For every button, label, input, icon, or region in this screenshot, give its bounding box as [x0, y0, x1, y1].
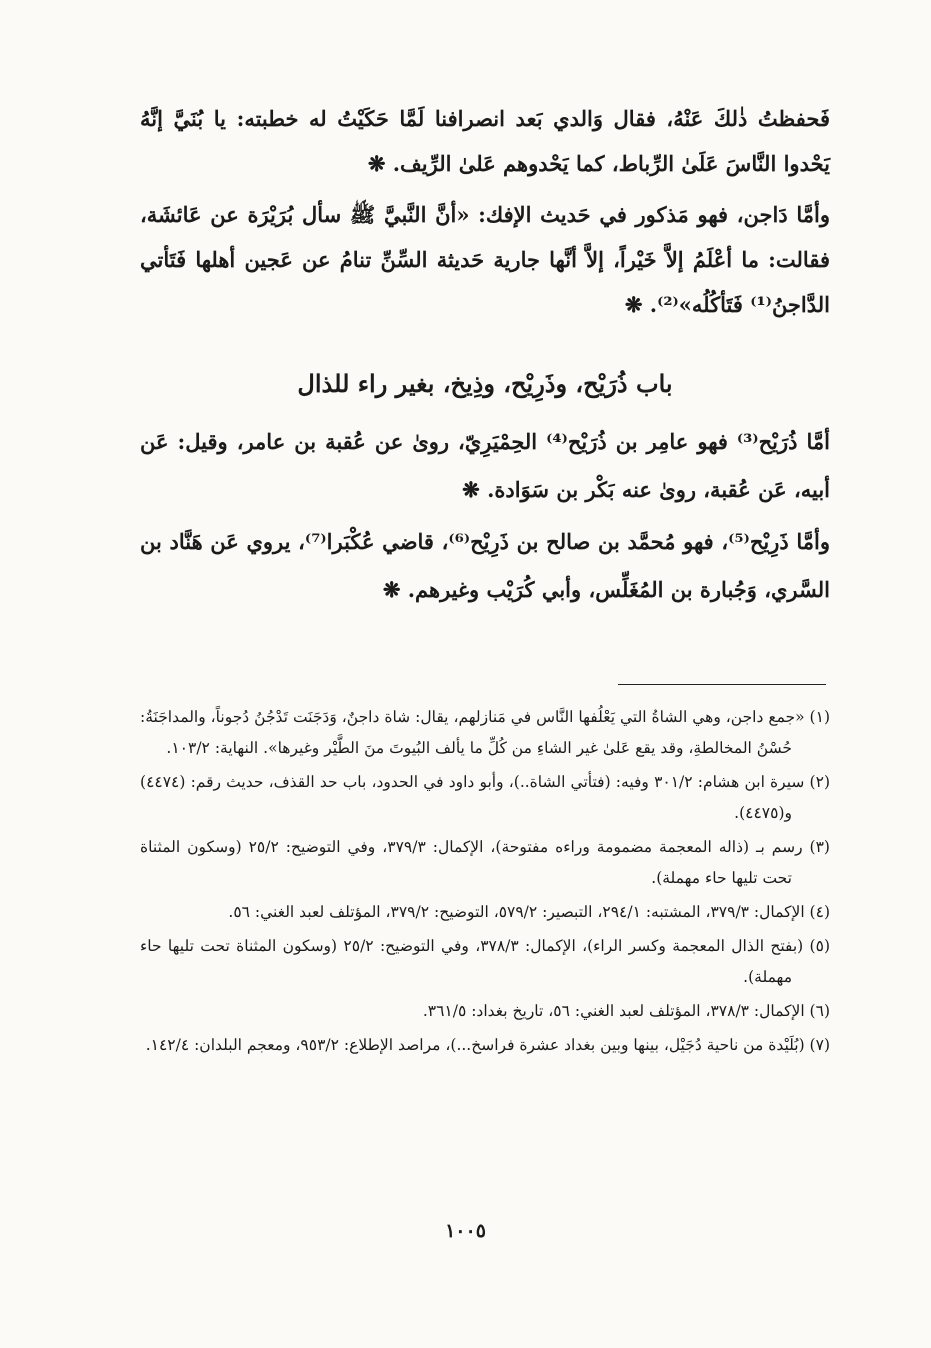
section-heading: باب ذُرَيْح، وذَرِيْح، وذِيخ، بغير راء للذال [297, 369, 673, 398]
footnote-7: (٧) (بُلَيْدة من ناحية دُجَيْل، بينها وبين بغداد عشرة فراسخ...)، مراصد الإطلاع: ٩٥٣/٢، ومعجم البلدان: ١٤٢/٤. [145, 1036, 830, 1054]
main-text-top [140, 96, 830, 327]
main-text-bottom [140, 418, 830, 614]
footnote-3: (٣) رسم بـ (ذاله المعجمة مضمومة وراءه مفتوحة)، الإكمال: ٣٧٩/٣، وفي التوضيح: ٢٥/٢ (وسكون المثناة تحت تليها حاء مهملة). [140, 838, 830, 887]
footnotes [140, 702, 830, 1064]
page-number: ١٠٠٥ [445, 1220, 486, 1242]
section-heading-wrap [140, 364, 830, 404]
footnote-4: (٤) الإكمال: ٣٧٩/٣، المشتبه: ٢٩٤/١، التبصير: ٥٧٩/٢، التوضيح: ٣٧٩/٢، المؤتلف لعبد الغني: ٥٦. [228, 903, 830, 921]
footnote-1: (١) «جمع داجن، وهي الشاةُ التي يَعْلُفها النَّاس في مَنازلهم، يقال: شاة داجنٌ، وَدَجَنَت تَدْجُنُ دُجوناً، والمداجَنَةُ: حُسْنُ المخالطةِ، وقد يقع عَلىٰ غير الشاءِ من كُلِّ ما يألف البُيوتَ منَ الطَّيْر وغيرها». النهاية: ١٠٣/٢. [140, 708, 830, 757]
paragraph-hadith-preaching: فَحفظتُ ذٰلكَ عَنْهُ، فقال وَالدي بَعد انصرافنا لَمَّا حَكَيْتُ له خطبته: يا بُنَيَّ إنَّهُ يَحْدوا النَّاسَ عَلَىٰ الرِّباط، كما يَحْدوهم عَلىٰ الرِّيف. ❋ [140, 106, 830, 176]
paragraph-dhurayh: أمَّا ذُرَيْح⁽³⁾ فهو عامِر بن ذُرَيْح⁽⁴⁾ الحِمْيَرِيّ، روىٰ عن عُقبة بن عامر، وقيل: عَن أبيه، عَن عُقبة، روىٰ عنه بَكْر بن سَوَادة. ❋ [140, 429, 831, 502]
footnote-separator [618, 684, 826, 685]
paragraph-dajin: وأمَّا دَاجن، فهو مَذكور في حَديث الإفك: «أنَّ النَّبيَّ ﷺ سأل بُرَيْرَة عن عَائشَة، فقالت: ما أعْلَمُ إلاَّ خَيْراً، إلاَّ أنَّها جارية حَديثة السِّنِّ تنامُ عن عَجين أهلها فَتَأتي الدَّاجنُ⁽¹⁾ فَتَأكُلُه»⁽²⁾. ❋ [140, 202, 830, 317]
footnote-2: (٢) سيرة ابن هشام: ٣٠١/٢ وفيه: (فتأتي الشاة..)، وأبو داود في الحدود، باب حد القذف، حديث رقم: (٤٤٧٤) و(٤٤٧٥). [140, 773, 830, 822]
footnote-6: (٦) الإكمال: ٣٧٨/٣، المؤتلف لعبد الغني: ٥٦، تاريخ بغداد: ٣٦١/٥. [422, 1002, 830, 1020]
footnote-5: (٥) (بفتح الذال المعجمة وكسر الراء)، الإكمال: ٣٧٨/٣، وفي التوضيح: ٢٥/٢ (وسكون المثناة تحت تليها حاء مهملة). [140, 937, 830, 986]
paragraph-dharih: وأمَّا ذَرِيْح⁽⁵⁾، فهو مُحمَّد بن صالح بن ذَرِيْح⁽⁶⁾، قاضي عُكْبَرا⁽⁷⁾، يروي عَن هَنَّاد بن السَّري، وَجُبارة بن المُغَلِّس، وأبي كُرَيْب وغيرهم. ❋ [140, 529, 830, 602]
